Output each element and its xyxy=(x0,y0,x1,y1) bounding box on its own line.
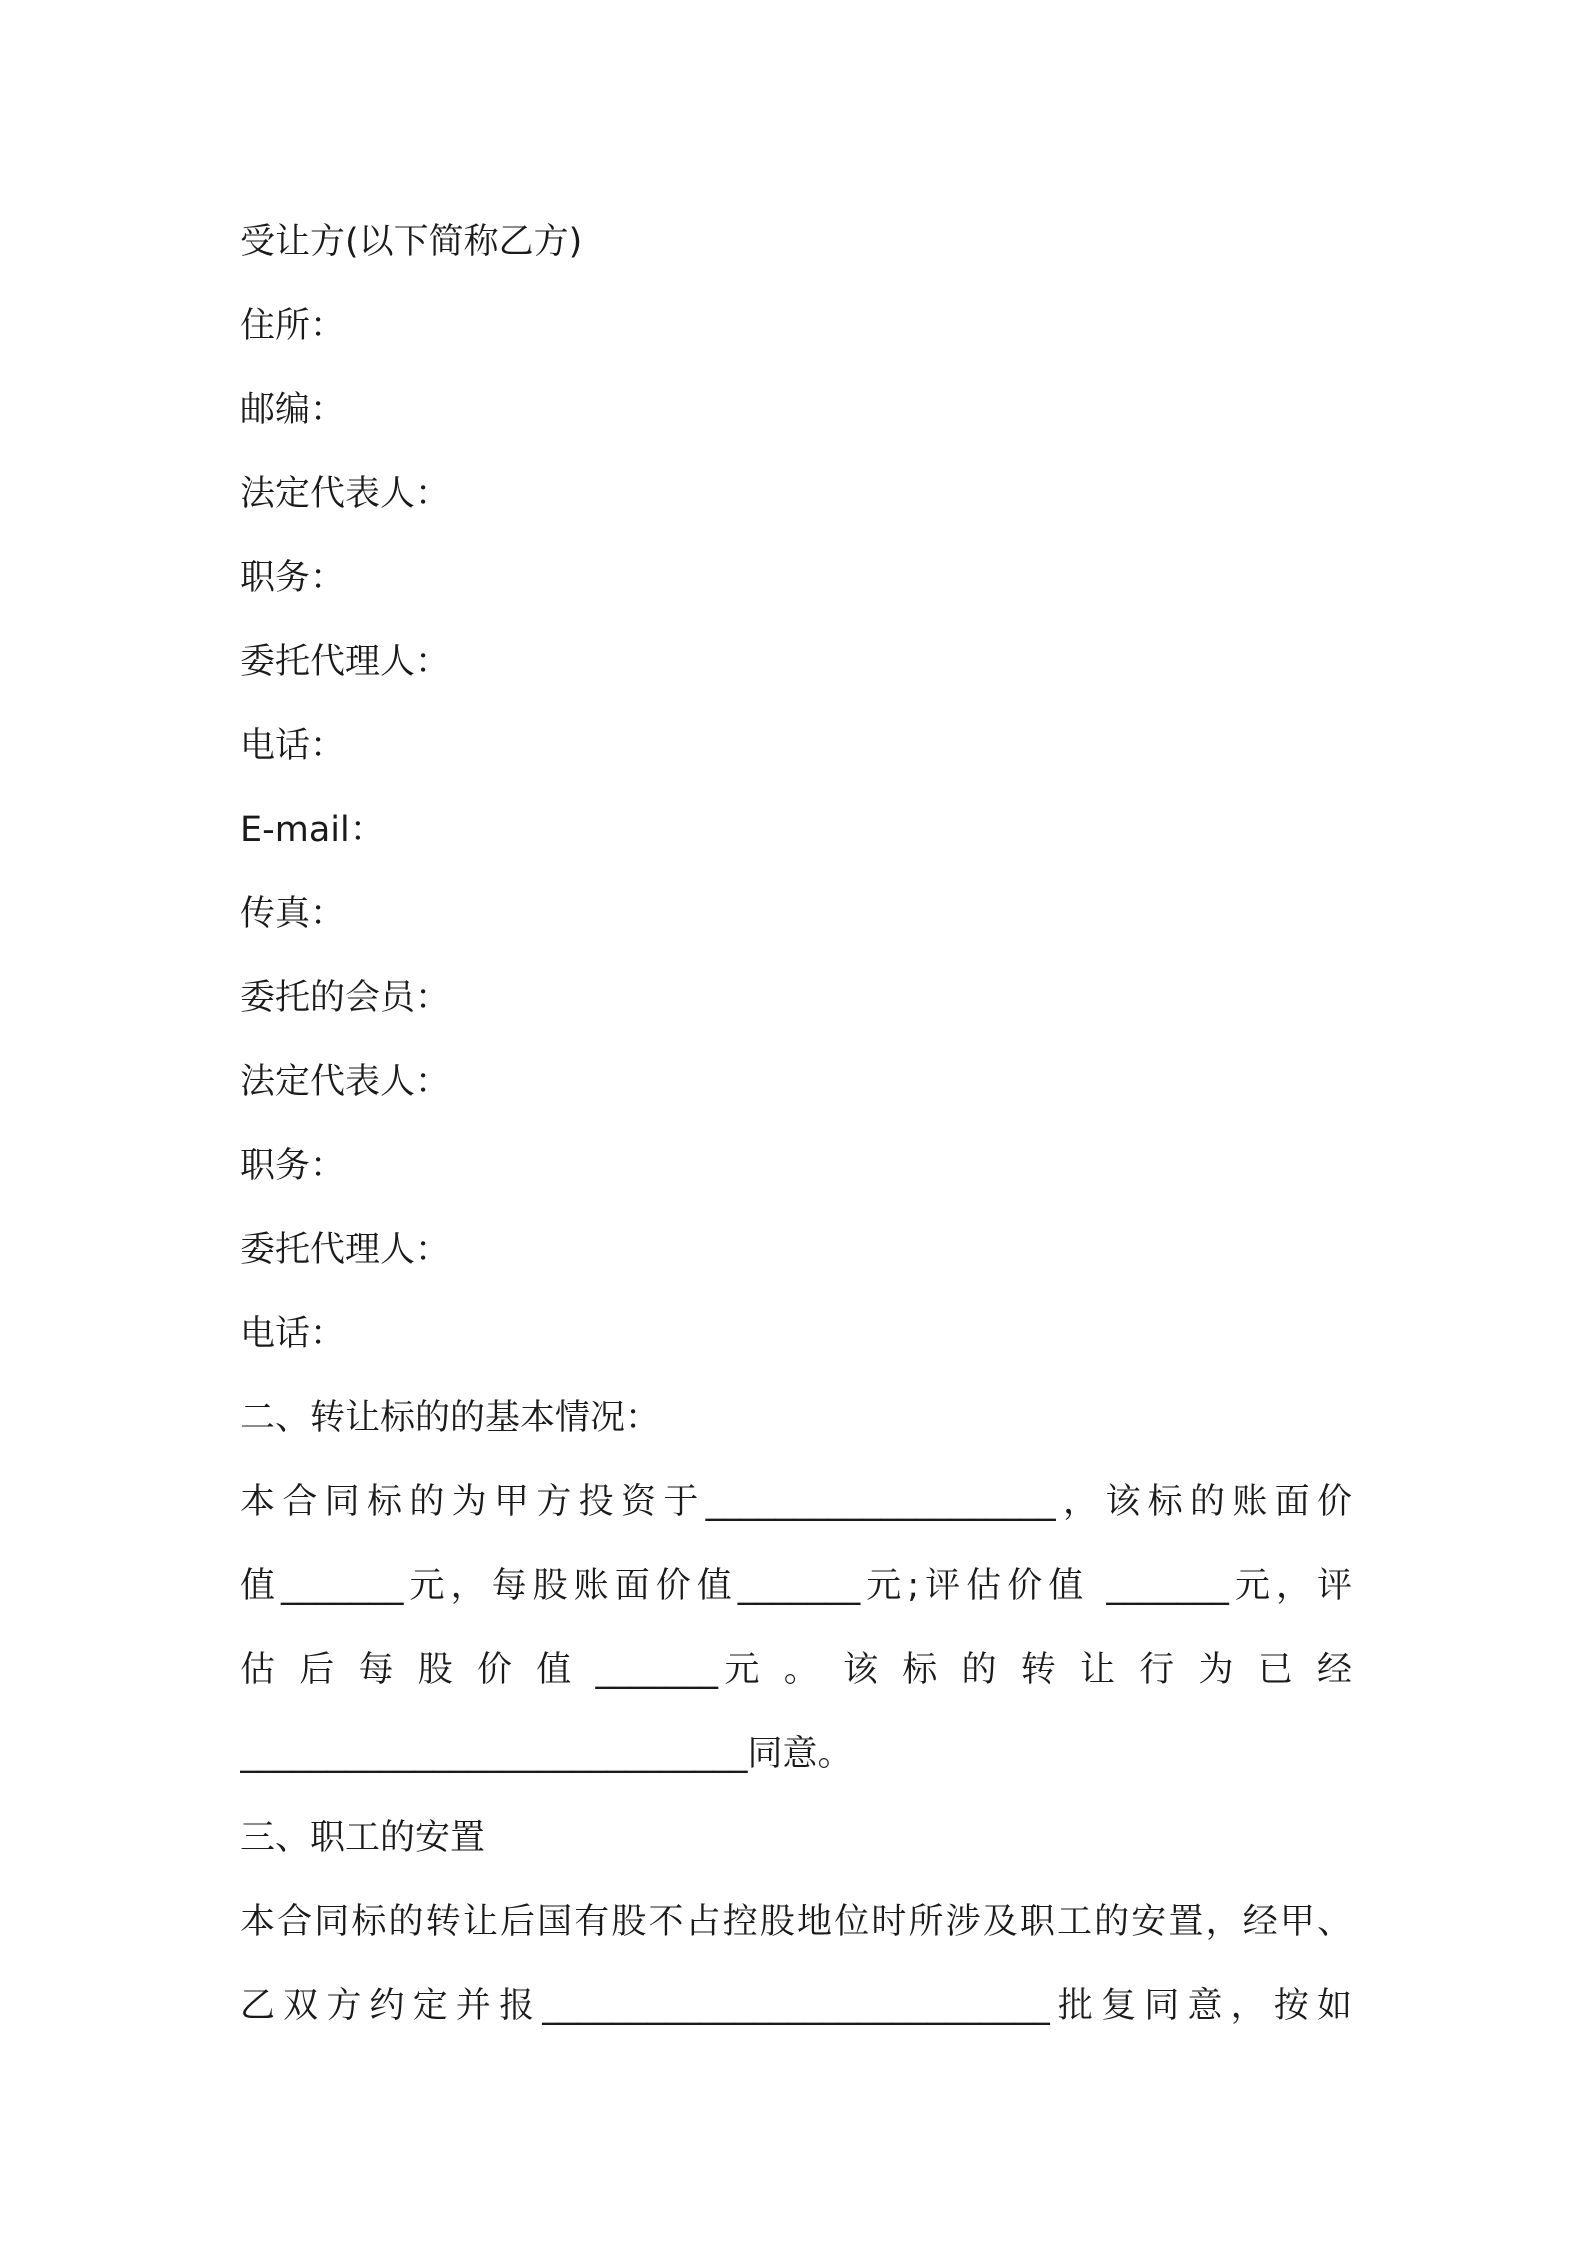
section-three-heading: 三、职工的安置 xyxy=(240,1818,486,1858)
field-position: 职务： xyxy=(240,558,346,598)
field-entrusted-member: 委托的会员： xyxy=(240,978,451,1018)
section-two-line-2: 值_______元，每股账面价值_______元;评估价值 _______元，评 xyxy=(240,1566,1352,1606)
field-member-authorized-agent: 委托代理人： xyxy=(240,1230,451,1270)
field-member-legal-representative: 法定代表人： xyxy=(240,1062,451,1102)
section-two-heading: 二、转让标的的基本情况： xyxy=(240,1398,661,1438)
field-authorized-agent: 委托代理人： xyxy=(240,642,451,682)
field-phone: 电话： xyxy=(240,726,346,766)
field-legal-representative: 法定代表人： xyxy=(240,474,451,514)
field-postcode: 邮编： xyxy=(240,390,346,430)
document-body xyxy=(240,200,1352,2048)
section-two-line-3: 估 后 每 股 价 值 _______元 。 该 标 的 转 让 行 为 已 经 xyxy=(240,1650,1352,1690)
section-three-line-2: 乙双方约定并报_____________________________批复同意，按如 xyxy=(240,1986,1352,2026)
party-b-heading: 受让方(以下简称乙方) xyxy=(240,222,583,262)
field-member-phone: 电话： xyxy=(240,1314,346,1354)
field-address: 住所： xyxy=(240,306,346,346)
section-three-line-1: 本合同标的转让后国有股不占控股地位时所涉及职工的安置，经甲、 xyxy=(240,1902,1352,1942)
field-member-position: 职务： xyxy=(240,1146,346,1186)
section-two-line-4: _____________________________同意。 xyxy=(240,1734,853,1774)
field-fax: 传真： xyxy=(240,894,346,934)
field-email: E-mail： xyxy=(240,810,385,850)
section-two-line-1: 本合同标的为甲方投资于____________________，该标的账面价 xyxy=(240,1482,1352,1522)
